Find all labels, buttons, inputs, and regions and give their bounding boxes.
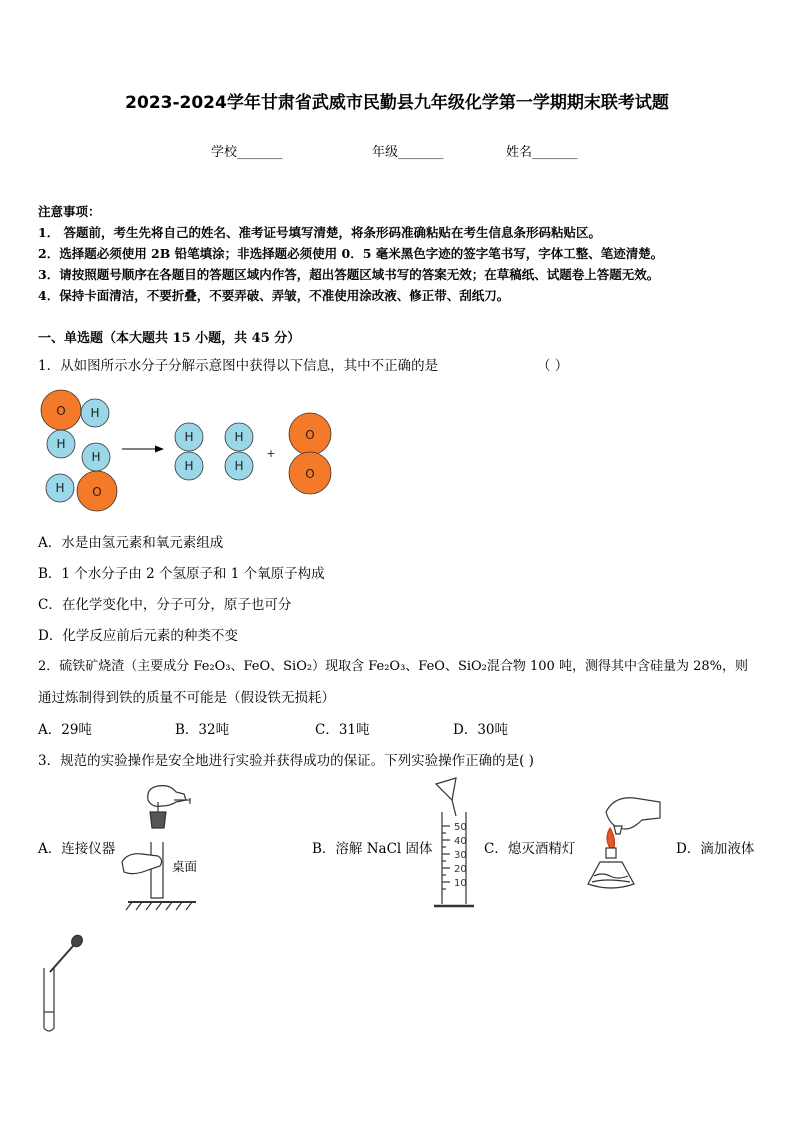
question-2-line1: 2．硫铁矿烧渣（主要成分 Fe₂O₃、FeO、SiO₂）现取含 Fe₂O₃、FeO、SiO₂混合物 100 吨，测得其中含硅量为 28%，则: [38, 659, 748, 674]
option-a[interactable]: A．水是由氢元素和氧元素组成: [38, 535, 224, 551]
alcohol-lamp-figure: [576, 792, 666, 898]
section-heading: 一、单选题（本大题共 15 小题，共 45 分）: [38, 331, 301, 346]
note-item: 1． 答题前，考生先将自己的姓名、准考证号填写清楚，将条形码准确粘贴在考生信息条形码粘贴区。: [38, 225, 602, 240]
atom-label: H: [90, 406, 100, 420]
atom-label: O: [305, 467, 315, 481]
option-d[interactable]: D．30吨: [453, 722, 509, 738]
atom-label: H: [91, 450, 101, 464]
graduated-cylinder-figure: [428, 776, 478, 912]
arrow-head-icon: [155, 446, 164, 453]
option-b[interactable]: B．32吨: [175, 722, 230, 738]
atom-label: O: [56, 404, 66, 418]
note-item: 3．请按照题号顺序在各题目的答题区域内作答，超出答题区域书写的答案无效；在草稿纸、试题卷上答题无效。: [38, 267, 660, 282]
option-a[interactable]: A．29吨: [38, 722, 92, 738]
connect-apparatus-figure: [118, 780, 218, 912]
option-b[interactable]: B．1 个水分子由 2 个氢原子和 1 个氧原子构成: [38, 566, 325, 582]
dropper-test-tube-figure: [38, 932, 86, 1036]
page-title: 2023-2024学年甘肃省武威市民勤县九年级化学第一学期期末联考试题: [125, 93, 669, 113]
tick-label: 40: [454, 836, 467, 847]
tick-label: 20: [454, 864, 467, 875]
grade-field[interactable]: 年级_______: [372, 145, 444, 160]
atom-label: H: [184, 459, 194, 473]
option-a[interactable]: A．连接仪器: [38, 841, 116, 857]
atom-label: H: [234, 459, 244, 473]
plus-sign: +: [266, 447, 276, 460]
notes-heading: 注意事项：: [38, 204, 101, 219]
school-field[interactable]: 学校_______: [211, 145, 283, 160]
question-3-stem: 3．规范的实验操作是安全地进行实验并获得成功的保证。下列实验操作正确的是( ): [38, 753, 534, 769]
atom-label: H: [184, 430, 194, 444]
option-b[interactable]: B．溶解 NaCl 固体: [312, 841, 433, 857]
tick-label: 10: [454, 878, 467, 889]
note-item: 4．保持卡面清洁，不要折叠，不要弄破、弄皱，不准使用涂改液、修正带、刮纸刀。: [38, 288, 510, 303]
tick-label: 50: [454, 822, 467, 833]
tick-label: 30: [454, 850, 467, 861]
question-1-blank: （ ）: [537, 358, 569, 374]
atom-label: O: [305, 428, 315, 442]
option-d[interactable]: D．化学反应前后元素的种类不变: [38, 628, 238, 644]
water-decomposition-diagram: [36, 386, 346, 516]
atom-label: H: [56, 437, 66, 451]
desk-label: 桌面: [172, 859, 198, 874]
question-1-stem: 1．从如图所示水分子分解示意图中获得以下信息，其中不正确的是: [38, 358, 439, 374]
atom-label: H: [234, 430, 244, 444]
name-field[interactable]: 姓名_______: [506, 145, 578, 160]
atom-label: O: [92, 485, 102, 499]
option-c[interactable]: C．熄灭酒精灯: [484, 841, 576, 857]
option-d[interactable]: D．滴加液体: [676, 841, 755, 857]
atom-label: H: [55, 481, 65, 495]
option-c[interactable]: C．在化学变化中，分子可分，原子也可分: [38, 597, 292, 613]
note-item: 2．选择题必须使用 2B 铅笔填涂；非选择题必须使用 0．5 毫米黑色字迹的签字笔书写，字体工整、笔迹清楚。: [38, 246, 664, 261]
question-2-line2: 通过炼制得到铁的质量不可能是（假设铁无损耗）: [38, 690, 335, 706]
option-c[interactable]: C．31吨: [315, 722, 370, 738]
